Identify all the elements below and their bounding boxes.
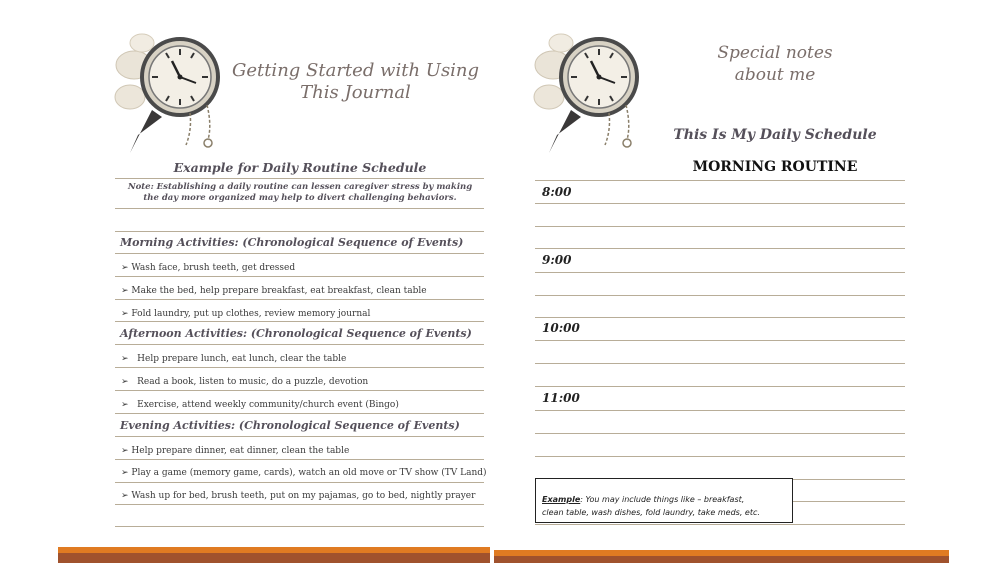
example-line-2: clean table, wash dishes, fold laundry, take meds, etc. <box>542 508 760 517</box>
vintage-clock-illustration <box>112 25 227 155</box>
list-item: ➢ Play a game (memory game, cards), watch an old move or TV show (TV Land) <box>121 468 487 478</box>
footer-bar-brown-right <box>494 556 949 563</box>
divider <box>535 410 905 411</box>
example-label: Example <box>542 495 581 504</box>
divider <box>535 248 905 249</box>
bullet-arrow-icon: ➢ <box>121 446 129 456</box>
example-heading: Example for Daily Routine Schedule <box>173 160 427 175</box>
time-slot-label: 8:00 <box>542 185 572 199</box>
section-heading-morning: Morning Activities: (Chronological Sequence of Events) <box>120 236 464 249</box>
divider <box>115 526 484 527</box>
bullet-arrow-icon: ➢ <box>121 468 129 478</box>
divider <box>535 524 905 525</box>
divider <box>115 482 484 483</box>
section-heading-evening: Evening Activities: (Chronological Sequence of Events) <box>120 419 460 432</box>
page-title-line-2: This Journal <box>300 82 411 103</box>
special-notes-title <box>680 42 870 86</box>
divider <box>115 231 484 232</box>
special-notes-line-2: about me <box>734 65 816 85</box>
divider <box>535 456 905 457</box>
bullet-arrow-icon: ➢ <box>121 354 129 364</box>
divider <box>115 208 484 209</box>
example-line-1: Example: You may include things like – breakfast, <box>542 495 745 504</box>
divider <box>115 390 484 391</box>
divider <box>115 436 484 437</box>
routine-heading: MORNING ROUTINE <box>692 159 858 175</box>
note-line-1: Note: Establishing a daily routine can lessen caregiver stress by making <box>127 182 473 192</box>
divider <box>535 340 905 341</box>
time-slot-label: 11:00 <box>542 391 580 405</box>
vintage-clock-illustration <box>531 25 646 155</box>
bullet-arrow-icon: ➢ <box>121 263 129 273</box>
divider <box>535 363 905 364</box>
divider <box>115 459 484 460</box>
bullet-arrow-icon: ➢ <box>121 286 129 296</box>
divider <box>535 180 905 181</box>
bullet-arrow-icon: ➢ <box>121 309 129 319</box>
bullet-arrow-icon: ➢ <box>121 400 129 410</box>
footer-bar-brown-left <box>58 553 490 563</box>
time-slot-label: 10:00 <box>542 321 580 335</box>
list-item: ➢ Fold laundry, put up clothes, review memory journal <box>121 309 371 319</box>
bullet-arrow-icon: ➢ <box>121 491 129 501</box>
divider <box>115 344 484 345</box>
divider <box>115 504 484 505</box>
divider <box>535 203 905 204</box>
divider <box>115 178 484 179</box>
divider <box>115 321 484 322</box>
note-line-2: the day more organized may help to divert challenging behaviors. <box>143 193 457 203</box>
page-title-line-1: Getting Started with Using <box>231 60 480 81</box>
list-item: ➢ Wash face, brush teeth, get dressed <box>121 263 296 273</box>
list-item: ➢ Exercise, attend weekly community/church event (Bingo) <box>121 400 399 410</box>
bullet-arrow-icon: ➢ <box>121 377 129 387</box>
divider <box>115 367 484 368</box>
divider <box>115 276 484 277</box>
divider <box>115 413 484 414</box>
divider <box>535 317 905 318</box>
divider <box>535 386 905 387</box>
note-text <box>115 182 485 204</box>
list-item: ➢ Wash up for bed, brush teeth, put on my pajamas, go to bed, nightly prayer <box>121 491 476 501</box>
schedule-heading: This Is My Daily Schedule <box>673 127 877 143</box>
example-box <box>535 478 793 523</box>
list-item: ➢ Read a book, listen to music, do a puzzle, devotion <box>121 377 369 387</box>
list-item: ➢ Make the bed, help prepare breakfast, eat breakfast, clean table <box>121 286 427 296</box>
page-title <box>228 60 483 104</box>
section-heading-afternoon: Afternoon Activities: (Chronological Sequence of Events) <box>120 327 472 340</box>
divider <box>535 295 905 296</box>
divider <box>115 253 484 254</box>
time-slot-label: 9:00 <box>542 253 572 267</box>
list-item: ➢ Help prepare lunch, eat lunch, clear the table <box>121 354 347 364</box>
special-notes-line-1: Special notes <box>717 43 833 63</box>
divider <box>535 226 905 227</box>
divider <box>535 272 905 273</box>
list-item: ➢ Help prepare dinner, eat dinner, clean the table <box>121 446 350 456</box>
divider <box>115 299 484 300</box>
divider <box>535 433 905 434</box>
